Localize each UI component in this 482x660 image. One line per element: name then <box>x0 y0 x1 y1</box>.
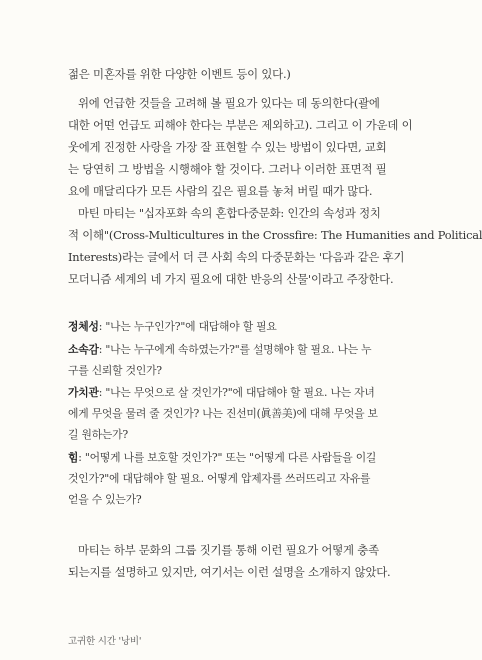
need-values: 가치관: "나는 무엇으로 살 것인가?"에 대답해야 할 필요. 나는 자녀 <box>68 386 375 399</box>
paragraph-1-line: 위에 언급한 것들을 고려해 볼 필요가 있다는 데 동의한다(괄에 <box>78 96 380 110</box>
paragraph-2-line: 마틴 마티는 "십자포화 속의 혼합다중문화: 인간의 속성과 정치 <box>78 206 381 220</box>
running-footer: 고귀한 시간 '낭비' <box>68 636 142 647</box>
need-term: 힘 <box>68 451 79 464</box>
need-desc: "나는 누구에게 속하였는가?"를 설명해야 할 필요. 나는 누 <box>105 343 372 356</box>
need-desc-cont: 얻을 수 있는가? <box>68 493 142 506</box>
need-desc: "나는 누구인가?"에 대답해야 할 필요 <box>105 320 277 333</box>
need-power: 힘: "어떻게 나를 보호할 것인가?" 또는 "어떻게 다른 사람들을 이길 <box>68 451 377 464</box>
need-desc-cont: 구를 신뢰할 것인가? <box>68 364 162 377</box>
paragraph-2-line: Interests)라는 글에서 더 큰 사회 속의 다중문화는 '다음과 같은 후기 <box>68 250 405 264</box>
need-desc: "나는 무엇으로 살 것인가?"에 대답해야 할 필요. 나는 자녀 <box>105 386 375 399</box>
need-desc: "어떻게 나를 보호할 것인가?" 또는 "어떻게 다른 사람들을 이길 <box>84 451 377 464</box>
need-term: 정체성 <box>68 320 99 333</box>
need-desc-cont: 길 원하는가? <box>68 428 128 441</box>
paragraph-1-line: 요에 매달리다가 모든 사람의 깊은 필요를 놓쳐 버릴 때가 많다. <box>68 184 373 198</box>
paragraph-2-line: 모더니즘 세계의 네 가지 필요에 대한 반응의 산물'이라고 주장한다. <box>68 272 394 286</box>
paragraph-3-line: 마티는 하부 문화의 그룹 짓기를 통해 이런 필요가 어떻게 충족 <box>78 543 379 557</box>
paragraph-1-line: 는 당연히 그 방법을 시행해야 할 것이다. 그러나 이러한 표면적 필 <box>68 162 387 176</box>
need-term: 소속감 <box>68 343 99 356</box>
intro-line: 젊은 미혼자를 위한 다양한 이벤트 등이 있다.) <box>68 67 291 81</box>
need-identity: 정체성: "나는 누구인가?"에 대답해야 할 필요 <box>68 320 277 333</box>
need-desc-cont: 것인가?"에 대답해야 할 필요. 어떻게 압제자를 쓰러뜨리고 자유를 <box>68 472 371 485</box>
paragraph-2-line: 적 이해"(Cross-Multicultures in the Crossfire: The Humanities and Political <box>68 228 482 242</box>
paragraph-1-line: 대한 어떤 언급도 피해야 한다는 부분은 제외하고). 그리고 이 가운데 이 <box>68 118 413 132</box>
paragraph-1-line: 웃에게 진정한 사랑을 가장 잘 표현할 수 있는 방법이 있다면, 교회 <box>68 140 387 154</box>
need-desc-cont: 에게 무엇을 물려 줄 것인가? 나는 진선미(眞善美)에 대해 무엇을 보 <box>68 407 378 420</box>
paragraph-3-line: 되는지를 설명하고 있지만, 여기서는 이런 설명을 소개하지 않았다. <box>68 565 391 579</box>
need-belonging: 소속감: "나는 누구에게 속하였는가?"를 설명해야 할 필요. 나는 누 <box>68 343 372 356</box>
need-term: 가치관 <box>68 386 99 399</box>
